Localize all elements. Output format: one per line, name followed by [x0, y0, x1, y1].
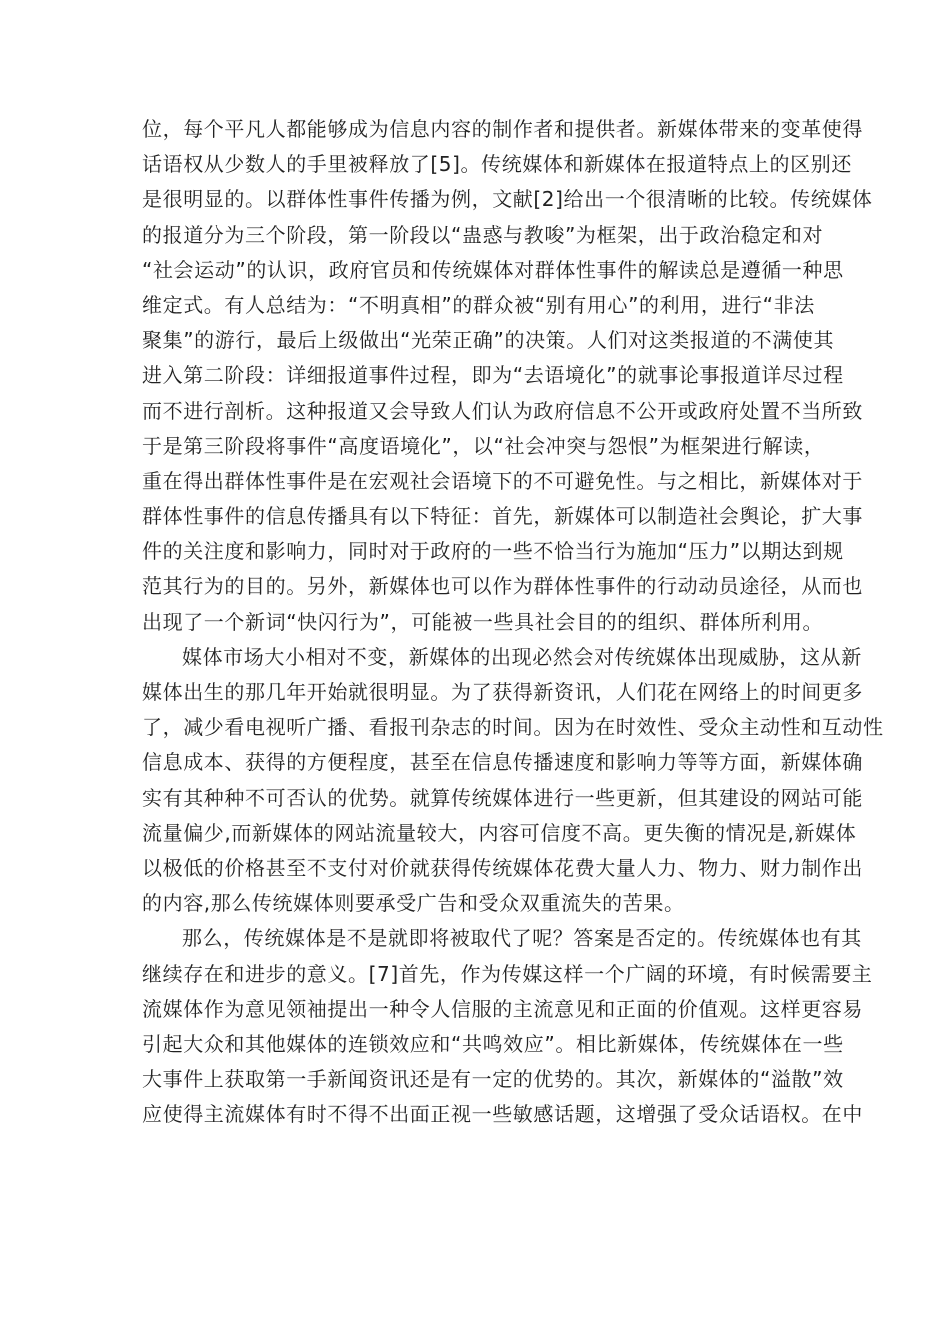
- text-line: 是很明显的。以群体性事件传播为例，文献[2]给出一个很清晰的比较。传统媒体: [142, 187, 873, 212]
- text-line: 重在得出群体性事件是在宏观社会语境下的不可避免性。与之相比，新媒体对于: [142, 468, 863, 493]
- text-line: 了，减少看电视听广播、看报刊杂志的时间。因为在时效性、受众主动性和互动性: [142, 715, 884, 740]
- text-line: 的报道分为三个阶段，第一阶段以“蛊惑与教唆”为框架，出于政治稳定和对: [142, 222, 824, 247]
- text-line: 那么，传统媒体是不是就即将被取代了呢？答案是否定的。传统媒体也有其: [182, 926, 862, 951]
- text-line: 件的关注度和影响力，同时对于政府的一些不恰当行为施加“压力”以期达到规: [142, 539, 844, 564]
- text-line: 继续存在和进步的意义。[7]首先，作为传媒这样一个广阔的环境，有时候需要主: [142, 961, 873, 986]
- text-line: 话语权从少数人的手里被释放了[5]。传统媒体和新媒体在报道特点上的区别还: [142, 152, 852, 177]
- text-line: 实有其种种不可否认的优势。就算传统媒体进行一些更新，但其建设的网站可能: [142, 785, 863, 810]
- text-line: 应使得主流媒体有时不得不出面正视一些敏感话题，这增强了受众话语权。在中: [142, 1102, 863, 1127]
- text-line: 信息成本、获得的方便程度，甚至在信息传播速度和影响力等等方面，新媒体确: [142, 750, 863, 775]
- text-line: 大事件上获取第一手新闻资讯还是有一定的优势的。其次，新媒体的“溢散”效: [142, 1067, 844, 1092]
- text-line: 位，每个平凡人都能够成为信息内容的制作者和提供者。新媒体带来的变革使得: [142, 117, 863, 141]
- text-line: 维定式。有人总结为：“不明真相”的群众被“别有用心”的利用，进行“非法: [142, 292, 815, 317]
- paragraph: [142, 921, 873, 1132]
- text-line: 范其行为的目的。另外，新媒体也可以作为群体性事件的行动动员途径，从而也: [142, 574, 863, 599]
- text-line: 流媒体作为意见领袖提出一种令人信服的主流意见和正面的价值观。这样更容易: [142, 996, 863, 1021]
- text-line: 以极低的价格甚至不支付对价就获得传统媒体花费大量人力、物力、财力制作出: [142, 855, 863, 880]
- text-line: 群体性事件的信息传播具有以下特征：首先，新媒体可以制造社会舆论，扩大事: [142, 504, 863, 529]
- paragraph: [142, 112, 873, 640]
- text-line: 媒体市场大小相对不变，新媒体的出现必然会对传统媒体出现威胁，这从新: [182, 644, 862, 669]
- text-line: 引起大众和其他媒体的连锁效应和“共鸣效应”。相比新媒体，传统媒体在一些: [142, 1031, 844, 1056]
- text-line: 聚集”的游行，最后上级做出“光荣正确”的决策。人们对这类报道的不满使其: [142, 328, 835, 353]
- text-line: 媒体出生的那几年开始就很明显。为了获得新资讯，人们花在网络上的时间更多: [142, 680, 863, 704]
- paragraph: [142, 640, 884, 922]
- text-line: 而不进行剖析。这种报道又会导致人们认为政府信息不公开或政府处置不当所致: [142, 398, 863, 423]
- text-line: 进入第二阶段：详细报道事件过程，即为“去语境化”的就事论事报道详尽过程: [142, 363, 844, 388]
- text-line: 出现了一个新词“快闪行为”，可能被一些具社会目的的组织、群体所利用。: [142, 609, 824, 634]
- body-text: [142, 112, 884, 1132]
- text-line: 流量偏少,而新媒体的网站流量较大，内容可信度不高。更失衡的情况是,新媒体: [142, 820, 857, 845]
- text-line: 于是第三阶段将事件“高度语境化”，以“社会冲突与怨恨”为框架进行解读，: [142, 433, 825, 458]
- text-line: 的内容,那么传统媒体则要承受广告和受众双重流失的苦果。: [142, 891, 685, 916]
- text-line: “社会运动”的认识，政府官员和传统媒体对群体性事件的解读总是遵循一种思: [142, 257, 844, 282]
